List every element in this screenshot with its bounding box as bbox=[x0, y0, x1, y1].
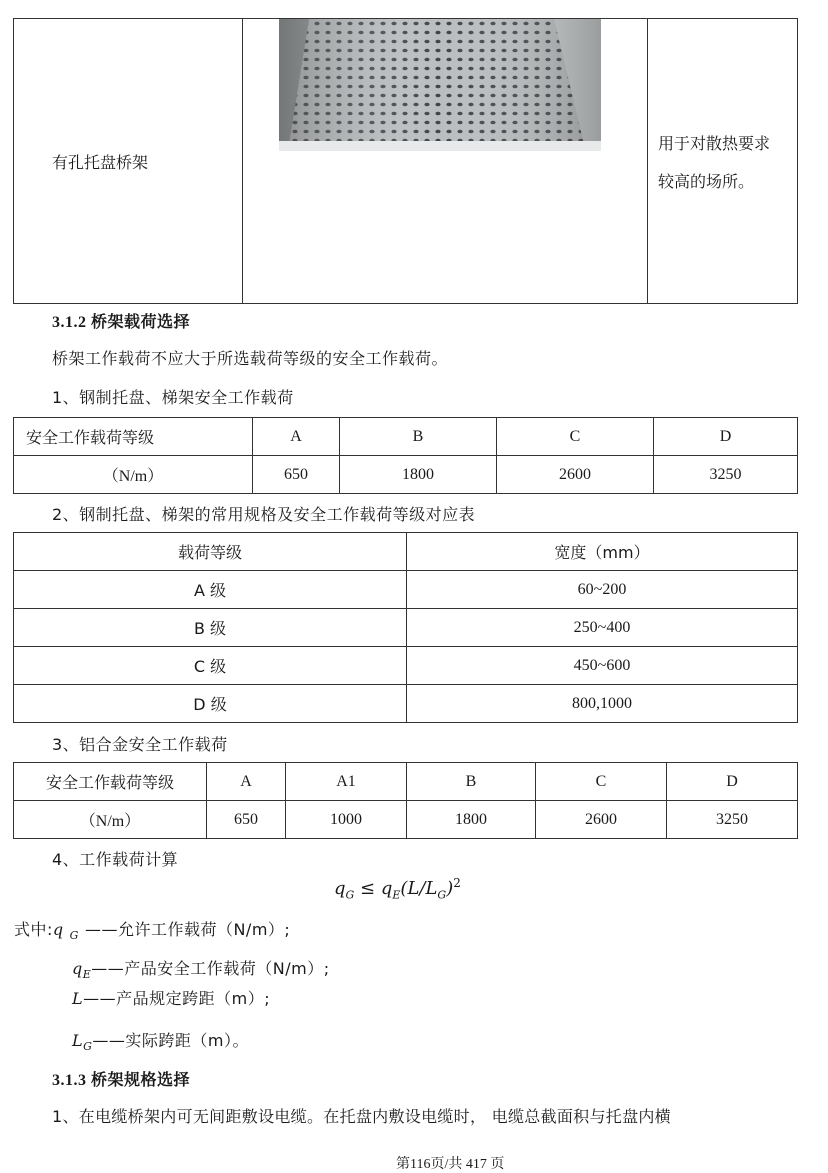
formula-qe-sub: E bbox=[392, 888, 401, 902]
where-line-4 bbox=[72, 1028, 249, 1053]
t3-h2: A1 bbox=[286, 763, 407, 801]
item-3: 3、铝合金安全工作载荷 bbox=[52, 735, 228, 754]
t1-r1: 650 bbox=[253, 456, 340, 494]
t1-r3: 2600 bbox=[497, 456, 654, 494]
top-table bbox=[13, 18, 798, 304]
item-1: 1、钢制托盘、梯架安全工作载荷 bbox=[52, 388, 294, 407]
t2-r0-grade: A 级 bbox=[14, 571, 407, 609]
formula-close: ) bbox=[446, 878, 454, 899]
t3-h3: B bbox=[407, 763, 536, 801]
tray-photo-cell bbox=[243, 19, 648, 304]
where-line-1 bbox=[14, 917, 290, 942]
t2-h0: 载荷等级 bbox=[14, 533, 407, 571]
def-sub: E bbox=[82, 968, 92, 982]
section-title: 桥架载荷选择 bbox=[91, 314, 191, 331]
t1-h2: B bbox=[340, 418, 497, 456]
t1-r4: 3250 bbox=[654, 456, 798, 494]
t3-r3: 1800 bbox=[407, 801, 536, 839]
formula-qg: q bbox=[334, 878, 346, 899]
tray-use-cell bbox=[648, 19, 798, 304]
def-sym: L bbox=[72, 989, 84, 1008]
formula-ratio: (L/L bbox=[400, 878, 438, 899]
t3-h0: 安全工作载荷等级 bbox=[14, 763, 207, 801]
perforated-tray-photo bbox=[279, 19, 601, 151]
t2-r2-grade: C 级 bbox=[14, 647, 407, 685]
formula-leq: ≤ bbox=[354, 878, 381, 899]
paragraph-spec: 1、在电缆桥架内可无间距敷设电缆。在托盘内敷设电缆时， 电缆总截面积与托盘内横 bbox=[52, 1107, 671, 1126]
t2-r3-grade: D 级 bbox=[14, 685, 407, 723]
t2-r1-width: 250~400 bbox=[407, 609, 798, 647]
t3-h1: A bbox=[207, 763, 286, 801]
formula-exp: 2 bbox=[453, 876, 461, 890]
item-2: 2、钢制托盘、梯架的常用规格及安全工作载荷等级对应表 bbox=[52, 505, 476, 524]
steel-load-table bbox=[13, 417, 798, 494]
formula-lg-sub: G bbox=[437, 888, 447, 902]
formula-qe: q bbox=[380, 878, 393, 899]
t3-r5: 3250 bbox=[667, 801, 798, 839]
t3-r0: （N/m） bbox=[14, 801, 207, 839]
paragraph-load: 桥架工作载荷不应大于所选载荷等级的安全工作载荷。 bbox=[52, 349, 449, 368]
def-sym: q bbox=[72, 959, 83, 978]
t2-r2-width: 450~600 bbox=[407, 647, 798, 685]
section-number: 3.1.2 bbox=[52, 314, 87, 331]
def-text: ——允许工作载荷（N/m）; bbox=[84, 920, 291, 939]
def-sym: q bbox=[52, 920, 64, 939]
section-heading-313 bbox=[52, 1067, 190, 1090]
t3-r1: 650 bbox=[207, 801, 286, 839]
where-line-3 bbox=[72, 986, 270, 1009]
section-number: 3.1.3 bbox=[52, 1072, 87, 1089]
t1-r0: （N/m） bbox=[14, 456, 253, 494]
item-4: 4、工作载荷计算 bbox=[52, 850, 179, 869]
t3-h4: C bbox=[536, 763, 667, 801]
def-sym: L bbox=[72, 1031, 84, 1050]
def-sub: G bbox=[83, 1040, 93, 1054]
def-text: ——产品安全工作载荷（N/m）; bbox=[91, 959, 330, 978]
def-text: ——产品规定跨距（m）; bbox=[83, 989, 271, 1008]
def-text: ——实际跨距（m）。 bbox=[92, 1031, 250, 1050]
t2-r3-width: 800,1000 bbox=[407, 685, 798, 723]
def-sub: G bbox=[69, 929, 79, 943]
t2-r1-grade: B 级 bbox=[14, 609, 407, 647]
tray-name: 有孔托盘桥架 bbox=[52, 152, 149, 172]
load-formula bbox=[334, 876, 461, 902]
t1-h3: C bbox=[497, 418, 654, 456]
t1-h0: 安全工作载荷等级 bbox=[14, 418, 253, 456]
section-title: 桥架规格选择 bbox=[91, 1072, 191, 1089]
t3-r2: 1000 bbox=[286, 801, 407, 839]
t1-r2: 1800 bbox=[340, 456, 497, 494]
tray-name-cell bbox=[14, 19, 243, 304]
spec-grade-table bbox=[13, 532, 798, 723]
t2-h1: 宽度（mm） bbox=[407, 533, 798, 571]
page-footer: 第116页/共 417 页 bbox=[396, 1157, 505, 1172]
t1-h4: D bbox=[654, 418, 798, 456]
t1-h1: A bbox=[253, 418, 340, 456]
t3-h5: D bbox=[667, 763, 798, 801]
where-line-2 bbox=[72, 956, 330, 981]
formula-qg-sub: G bbox=[345, 888, 355, 902]
where-prefix: 式中: bbox=[14, 920, 53, 939]
tray-use: 用于对散热要求较高的场所。 bbox=[658, 134, 771, 191]
t3-r4: 2600 bbox=[536, 801, 667, 839]
t2-r0-width: 60~200 bbox=[407, 571, 798, 609]
aluminum-load-table bbox=[13, 762, 798, 839]
section-heading-312 bbox=[52, 309, 190, 332]
